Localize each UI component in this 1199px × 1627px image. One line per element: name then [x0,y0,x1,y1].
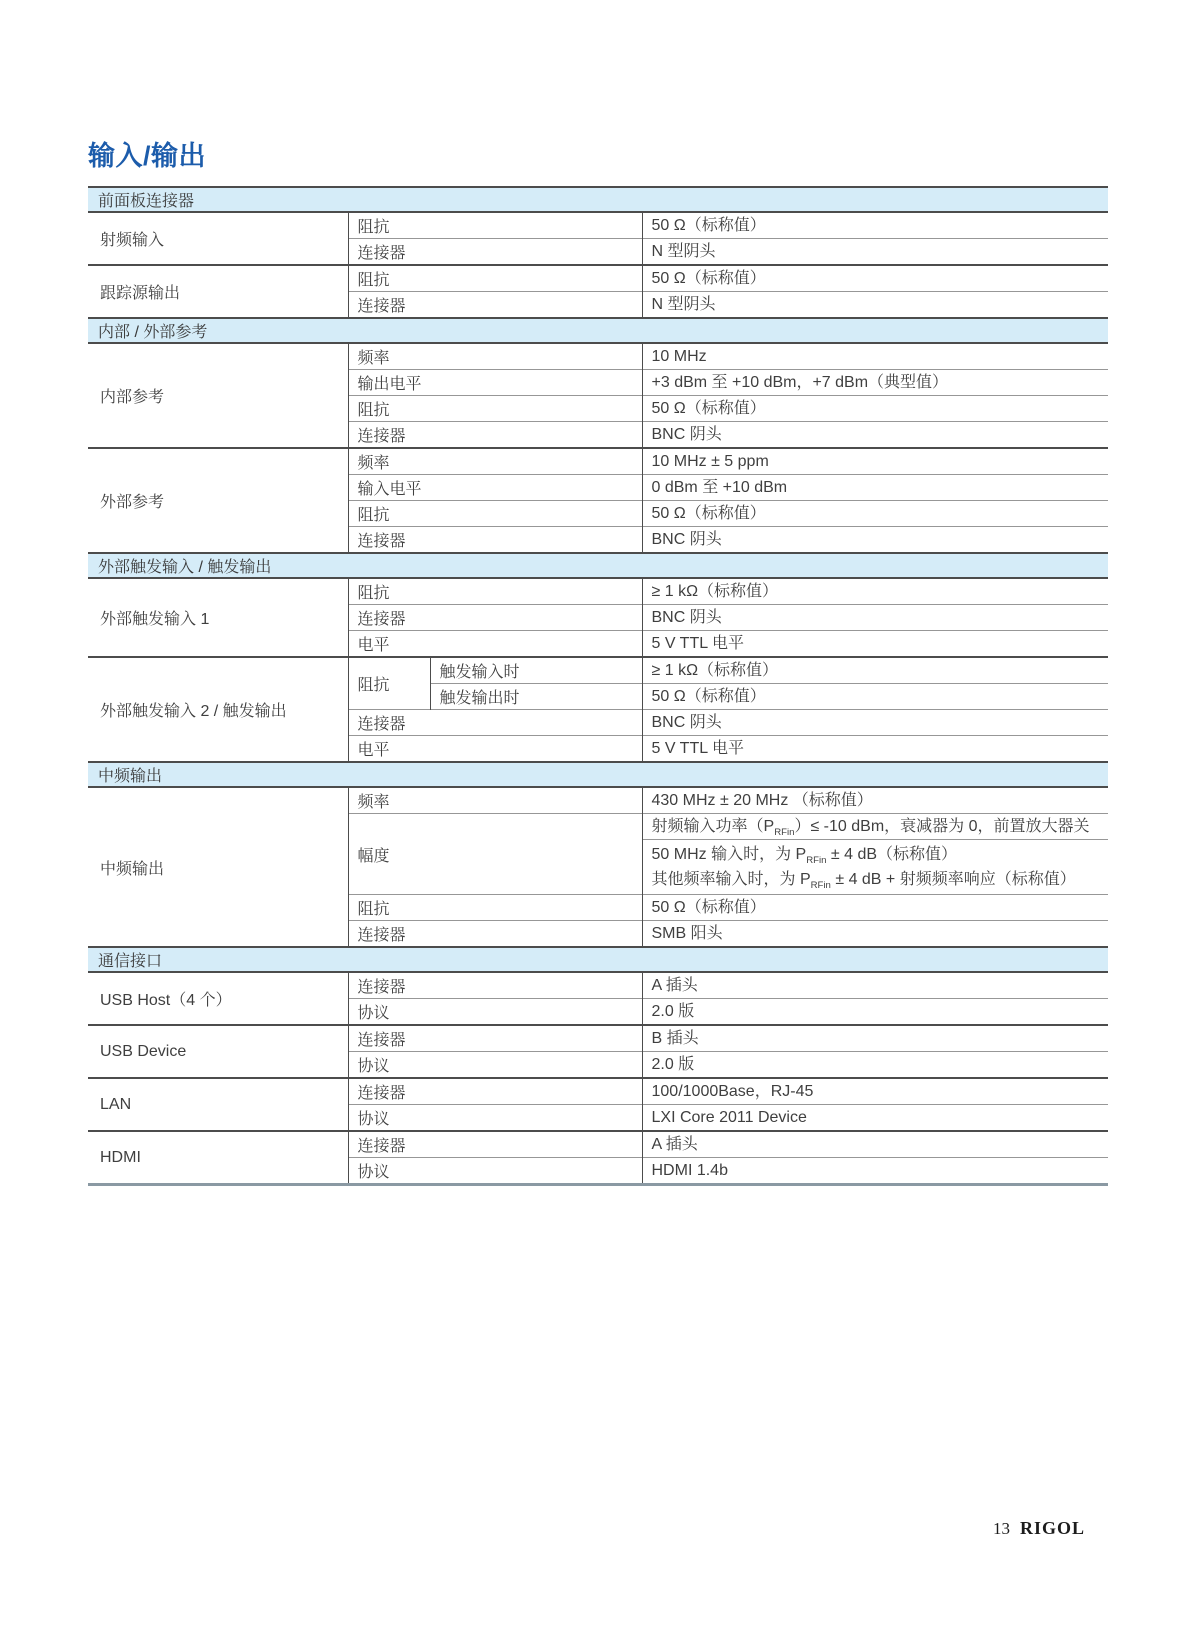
param-cell: 协议 [348,1052,642,1079]
value-cell [642,1105,1108,1132]
value-line: 0 dBm 至 +10 dBm [651,479,788,496]
param-cell: 频率 [348,787,642,814]
param-cell: 阻抗 [348,212,642,239]
param-cell: 电平 [348,736,642,763]
value-line: 2.0 版 [651,1003,695,1020]
param-cell: 阻抗 [348,265,642,292]
value-line: B 插头 [651,1030,699,1047]
group-label-cell: 射频输入 [88,212,348,265]
section-header-row [88,947,1108,972]
section-header-cell: 内部 / 外部参考 [88,318,1108,343]
table-row [88,972,1108,999]
value-line: 射频输入功率$(P_{RFin})\le -10$ dBm，衰减器为 0，前置放大器关 [651,818,1090,839]
value-line: LXI Core 2011 Device [651,1109,807,1126]
param-cell: 输入电平 [348,475,642,501]
group-label-cell: 外部参考 [88,448,348,553]
value-line: SMB 阳头 [651,925,723,942]
value-line: 50 MHz 输入时，为 $P_{RFin} \pm 4$ dB（标称值） [651,846,958,867]
section-header-row [88,187,1108,212]
value-cell [642,1052,1108,1079]
group-label-cell: 外部触发输入 1 [88,578,348,657]
value-line: HDMI 1.4b [651,1162,728,1179]
section-header-row [88,553,1108,578]
value-line: 2.0 版 [651,1056,695,1073]
param-cell: 连接器 [348,292,642,319]
value-line: 50 Ω（标称值） [651,505,766,522]
value-cell [642,631,1108,658]
value-line: 5 V TTL 电平 [651,740,744,757]
param-cell: 连接器 [348,422,642,449]
table-row [88,1078,1108,1105]
param-cell: 连接器 [348,527,642,554]
group-label-cell: 外部触发输入 2 / 触发输出 [88,657,348,762]
param-cell: 连接器 [348,605,642,631]
param-cell: 连接器 [348,972,642,999]
footer-page-number: 13 [992,1519,1010,1538]
value-line: 5 V TTL 电平 [651,635,744,652]
value-cell [642,657,1108,684]
sub-param-cell: 触发输入时 [430,657,642,684]
page-footer [993,1518,1085,1539]
value-line: 50 Ω（标称值） [651,270,766,287]
section-header-cell: 中频输出 [88,762,1108,787]
subscript-text: RFin [806,855,827,867]
value-line: BNC 阴头 [651,714,722,731]
param-cell: 协议 [348,1105,642,1132]
param-cell: 协议 [348,1158,642,1185]
value-line: 10 MHz [651,348,707,365]
value-line: BNC 阴头 [651,609,722,626]
table-row [88,1131,1108,1158]
section-header-row [88,762,1108,787]
param-cell: 频率 [348,448,642,475]
value-line: 100/1000Base，RJ-45 [651,1083,814,1100]
footer-brand-logo: RIGOL [1019,1518,1085,1538]
group-label-cell: HDMI [88,1131,348,1185]
param-cell: 连接器 [348,1131,642,1158]
param-cell: 阻抗 [348,578,642,605]
value-cell [642,710,1108,736]
sub-param-cell: 触发输出时 [430,684,642,710]
group-label-cell: 内部参考 [88,343,348,448]
subscript-text: RFin [774,827,795,839]
group-label-cell: USB Host（4 个） [88,972,348,1025]
param-cell: 频率 [348,343,642,370]
table-row [88,1025,1108,1052]
table-row [88,212,1108,239]
value-cell [642,343,1108,370]
spec-table [88,186,1108,1186]
param-cell: 连接器 [348,239,642,266]
value-line: N 型阴头 [651,243,716,260]
param-cell: 幅度 [348,814,642,895]
param-cell: 阻抗 [348,657,430,710]
table-row [88,265,1108,292]
value-cell [642,736,1108,763]
value-cell [642,840,1108,895]
value-cell [642,578,1108,605]
value-line: A 插头 [651,977,698,994]
group-label-cell: LAN [88,1078,348,1131]
group-label-cell: 跟踪源输出 [88,265,348,318]
value-line: 50 Ω（标称值） [651,688,766,705]
value-cell [642,212,1108,239]
value-cell [642,972,1108,999]
value-line: 430 MHz ± 20 MHz （标称值） [651,792,873,809]
table-row [88,657,1108,684]
group-label-cell: 中频输出 [88,787,348,947]
value-cell [642,787,1108,814]
value-cell [642,370,1108,396]
value-cell [642,1025,1108,1052]
section-header-cell: 外部触发输入 / 触发输出 [88,553,1108,578]
table-row [88,448,1108,475]
param-cell: 连接器 [348,710,642,736]
param-cell: 输出电平 [348,370,642,396]
value-cell [642,814,1108,840]
param-cell: 连接器 [348,921,642,948]
value-line: A 插头 [651,1136,698,1153]
value-cell [642,527,1108,554]
value-line: ≥ 1 kΩ（标称值） [651,583,779,600]
value-cell [642,475,1108,501]
value-cell [642,999,1108,1026]
value-line: 50 Ω（标称值） [651,400,766,417]
value-cell [642,1131,1108,1158]
section-header-cell: 前面板连接器 [88,187,1108,212]
section-header-row [88,318,1108,343]
table-row [88,343,1108,370]
value-line: 10 MHz ± 5 ppm [651,453,769,470]
param-cell: 阻抗 [348,396,642,422]
subscript-text: RFin [810,880,831,892]
value-cell [642,895,1108,921]
value-line: BNC 阴头 [651,426,722,443]
param-cell: 电平 [348,631,642,658]
value-cell [642,422,1108,449]
value-cell [642,265,1108,292]
value-line: BNC 阴头 [651,531,722,548]
spec-table-body [88,187,1108,1185]
section-header-cell: 通信接口 [88,947,1108,972]
value-cell [642,396,1108,422]
value-cell [642,684,1108,710]
value-cell [642,239,1108,266]
group-label-cell: USB Device [88,1025,348,1078]
value-line: 其他频率输入时，为 $P_{RFin} \pm 4$ dB + 射频频率响应（标称值） [651,871,1076,892]
value-cell [642,501,1108,527]
value-line: 50 Ω（标称值） [651,217,766,234]
table-row [88,787,1108,814]
value-line: 50 Ω（标称值） [651,899,766,916]
value-line: ≥ 1 kΩ（标称值） [651,662,779,679]
value-cell [642,605,1108,631]
value-cell [642,1158,1108,1185]
page-title: 输入/输出 [88,141,207,171]
param-cell: 协议 [348,999,642,1026]
param-cell: 阻抗 [348,501,642,527]
param-cell: 阻抗 [348,895,642,921]
param-cell: 连接器 [348,1025,642,1052]
value-line: N 型阴头 [651,296,716,313]
value-line: +3 dBm 至 +10 dBm，+7 dBm（典型值） [651,374,949,391]
value-cell [642,1078,1108,1105]
table-row [88,578,1108,605]
value-cell [642,292,1108,319]
value-cell [642,448,1108,475]
param-cell: 连接器 [348,1078,642,1105]
value-cell [642,921,1108,948]
